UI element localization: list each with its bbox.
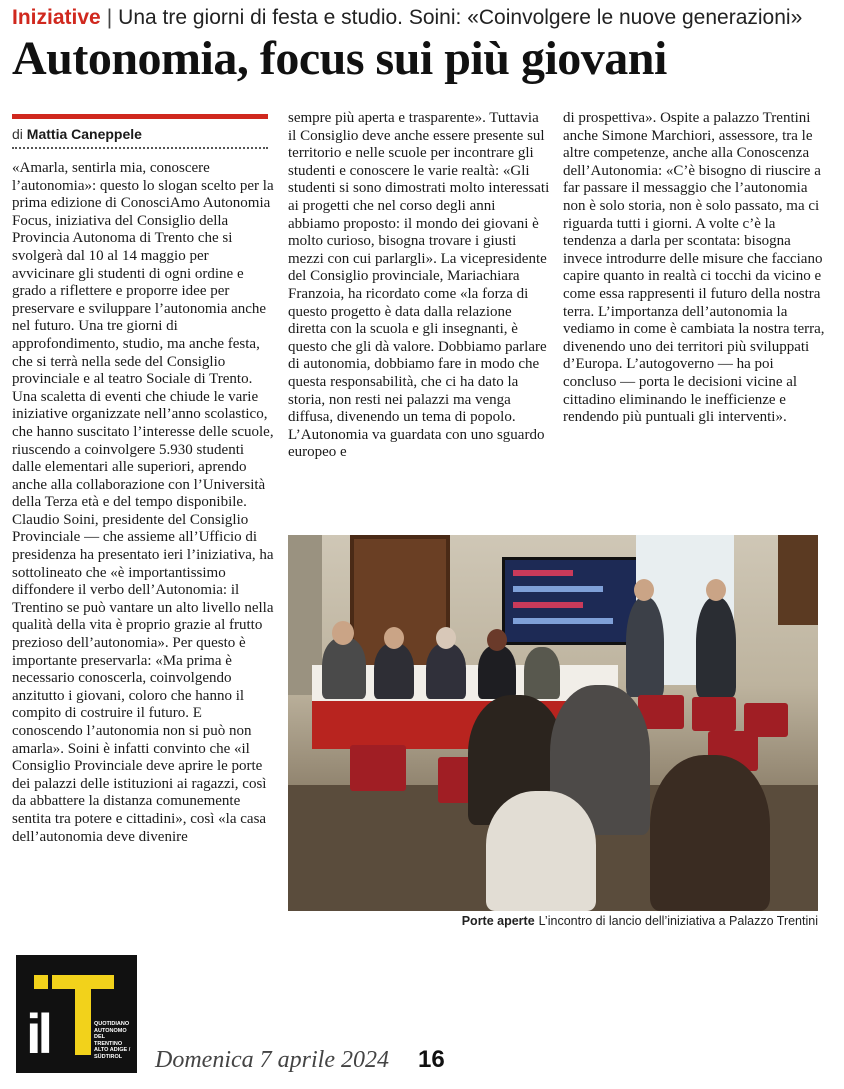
photo-painting — [778, 535, 818, 625]
photo-audience — [650, 755, 770, 911]
article-text: di prospettiva». Ospite a palazzo Trentini anche Simone Marchiori, assessore, tra le altre competenze, anche alla Conoscenza dell’Autonomia: «C’è bisogno di riuscire a far passare il messaggio che l’autonomia non è solo storia, non è solo passato, ma ci riguarda tutti i giorni. A volte c’è la tendenza a darla per scontata: bisogna invece introdurre delle misure che facciano capire quanto in realtà ci tocchi da vicino e come essa rappresenti il futuro della nostra terra. L’importanza dell’autonomia la vediamo in come è cambiata la nostra terra, divenendo uno dei territori più sviluppati d’Europa. L’autogoverno — ha poi concluso — porta le decisioni vicine al cittadino eliminando le inefficienze e rendendo più puntuali gli interventi». — [563, 110, 825, 426]
photo-person — [322, 637, 366, 699]
photo-caption — [288, 912, 818, 930]
kicker — [12, 4, 842, 32]
page-number: 16 — [418, 1046, 445, 1073]
article-text: sempre più aperta e trasparente». Tuttavia il Consiglio deve anche essere presente sul territorio e nelle scuole per incontrare gli studenti e conoscere le varie realtà: «Gli studenti si sono dimostrati molto interessati ai progetti che nel corso degli anni abbiamo proposto: il mondo dei giovani è molto curioso, bisogna trovare i giusti mezzi con cui parlargli». La vicepresidente del Consiglio provinciale, Mariachiara Franzoia, ha ricordato come «la forza di questo progetto è data dalla relazione diretta con la scuola e gli insegnanti, è questo che gli dà valore. Dobbiamo parlare di autonomia, dobbiamo fare in modo che questa responsabilità, che ci ha dato la storia, non resti nei palazzi ma venga diffusa, divenendo un tema di popolo. L’Autonomia va guardata con uno sguardo europeo e — [288, 110, 550, 461]
red-rule — [12, 114, 268, 119]
byline-prefix: di — [12, 126, 23, 142]
photo-audience — [486, 791, 596, 911]
issue-date: Domenica 7 aprile 2024 — [155, 1047, 389, 1073]
photo-screen — [502, 557, 646, 645]
photo-person — [524, 647, 560, 699]
article-column-1 — [12, 160, 274, 935]
screen-line — [513, 570, 573, 576]
screen-line — [513, 618, 613, 624]
photo-chair — [692, 697, 736, 731]
screen-line — [513, 602, 583, 608]
newspaper-logo — [16, 955, 137, 1073]
article-text: «Amarla, sentirla mia, conoscere l’autonomia»: questo lo slogan scelto per la prima edizione di ConosciAmo Autonomia Focus, iniziativa del Consiglio della Provincia Autonoma di Trento che si svolgerà dal 10 al 14 maggio per avvicinare gli studenti di ogni ordine e grado a riflettere e proporre idee per preservare e sviluppare l’autonomia anche nel futuro. Una tre giorni di approfondimento, studio, ma anche festa, che si terrà nella sede del Consiglio provinciale e al teatro Sociale di Trento. Una scaletta di eventi che chiude le varie iniziative organizzate nell’anno scolastico, che hanno suscitato l’interesse delle scuole, riuscendo a coinvolgere 5.930 studenti dalle elementari alle superiori, aprendo anche alla collaborazione con l’Università della Terza età e del tempo disponibile. Claudio Soini, presidente del Consiglio Provinciale — che assieme all’Ufficio di presidenza ha presentato ieri l’iniziativa, ha sottolineato che «è importantissimo diffondere il verbo dell’Autonomia: il Trentino se può vantare un alto livello nella qualità della vita è proprio grazie al frutto prezioso dell’autonomia». Per questo è importante preservarla: «Ma prima è necessario conoscerla, coinvolgendo anzitutto i giovani, coloro che hanno il compito di costruire il futuro. E conoscendo l’autonomia non si può non amarla». Soini è infatti convinto che «il Consiglio Provinciale deve aprire le porte dei palazzi delle istituzioni ai ragazzi, così da abbattere la distanza comunemente sentita tra potere e cittadini», così «la casa dell’autonomia deve divenire — [12, 160, 274, 845]
section-label: Iniziative — [12, 6, 101, 29]
byline — [12, 123, 268, 149]
logo-t-stem — [75, 975, 91, 1055]
photo-person — [374, 643, 414, 699]
article-column-2 — [288, 110, 550, 510]
photo-person — [426, 643, 466, 699]
photo-person-head — [332, 621, 354, 645]
headline: Autonomia, focus sui più giovani — [12, 32, 667, 85]
caption-title: Porte aperte — [461, 914, 535, 928]
article-column-3 — [563, 110, 825, 510]
photo-person — [626, 597, 664, 697]
logo-i-dot — [34, 975, 48, 989]
photo-person — [696, 597, 736, 697]
photo-person-head — [436, 627, 456, 649]
photo-person-head — [384, 627, 404, 649]
photo-person-head — [634, 579, 654, 601]
screen-line — [513, 586, 603, 592]
caption-text: L’incontro di lancio dell’iniziativa a Palazzo Trentini — [538, 914, 818, 928]
logo-tagline: QUOTIDIANO AUTONOMO DEL TRENTINO ALTO ADIGE / SÜDTIROL — [94, 1021, 131, 1060]
byline-author: Mattia Caneppele — [26, 126, 142, 142]
kicker-separator: | — [106, 6, 113, 29]
photo-person-head — [706, 579, 726, 601]
photo-person — [478, 645, 516, 699]
photo-person-head — [487, 629, 507, 651]
kicker-subtitle: Una tre giorni di festa e studio. Soini: «Coinvolgere le nuove generazioni» — [118, 6, 803, 29]
event-photo — [288, 535, 818, 911]
logo-wordmark: il — [26, 1002, 50, 1065]
photo-chair — [350, 745, 406, 791]
